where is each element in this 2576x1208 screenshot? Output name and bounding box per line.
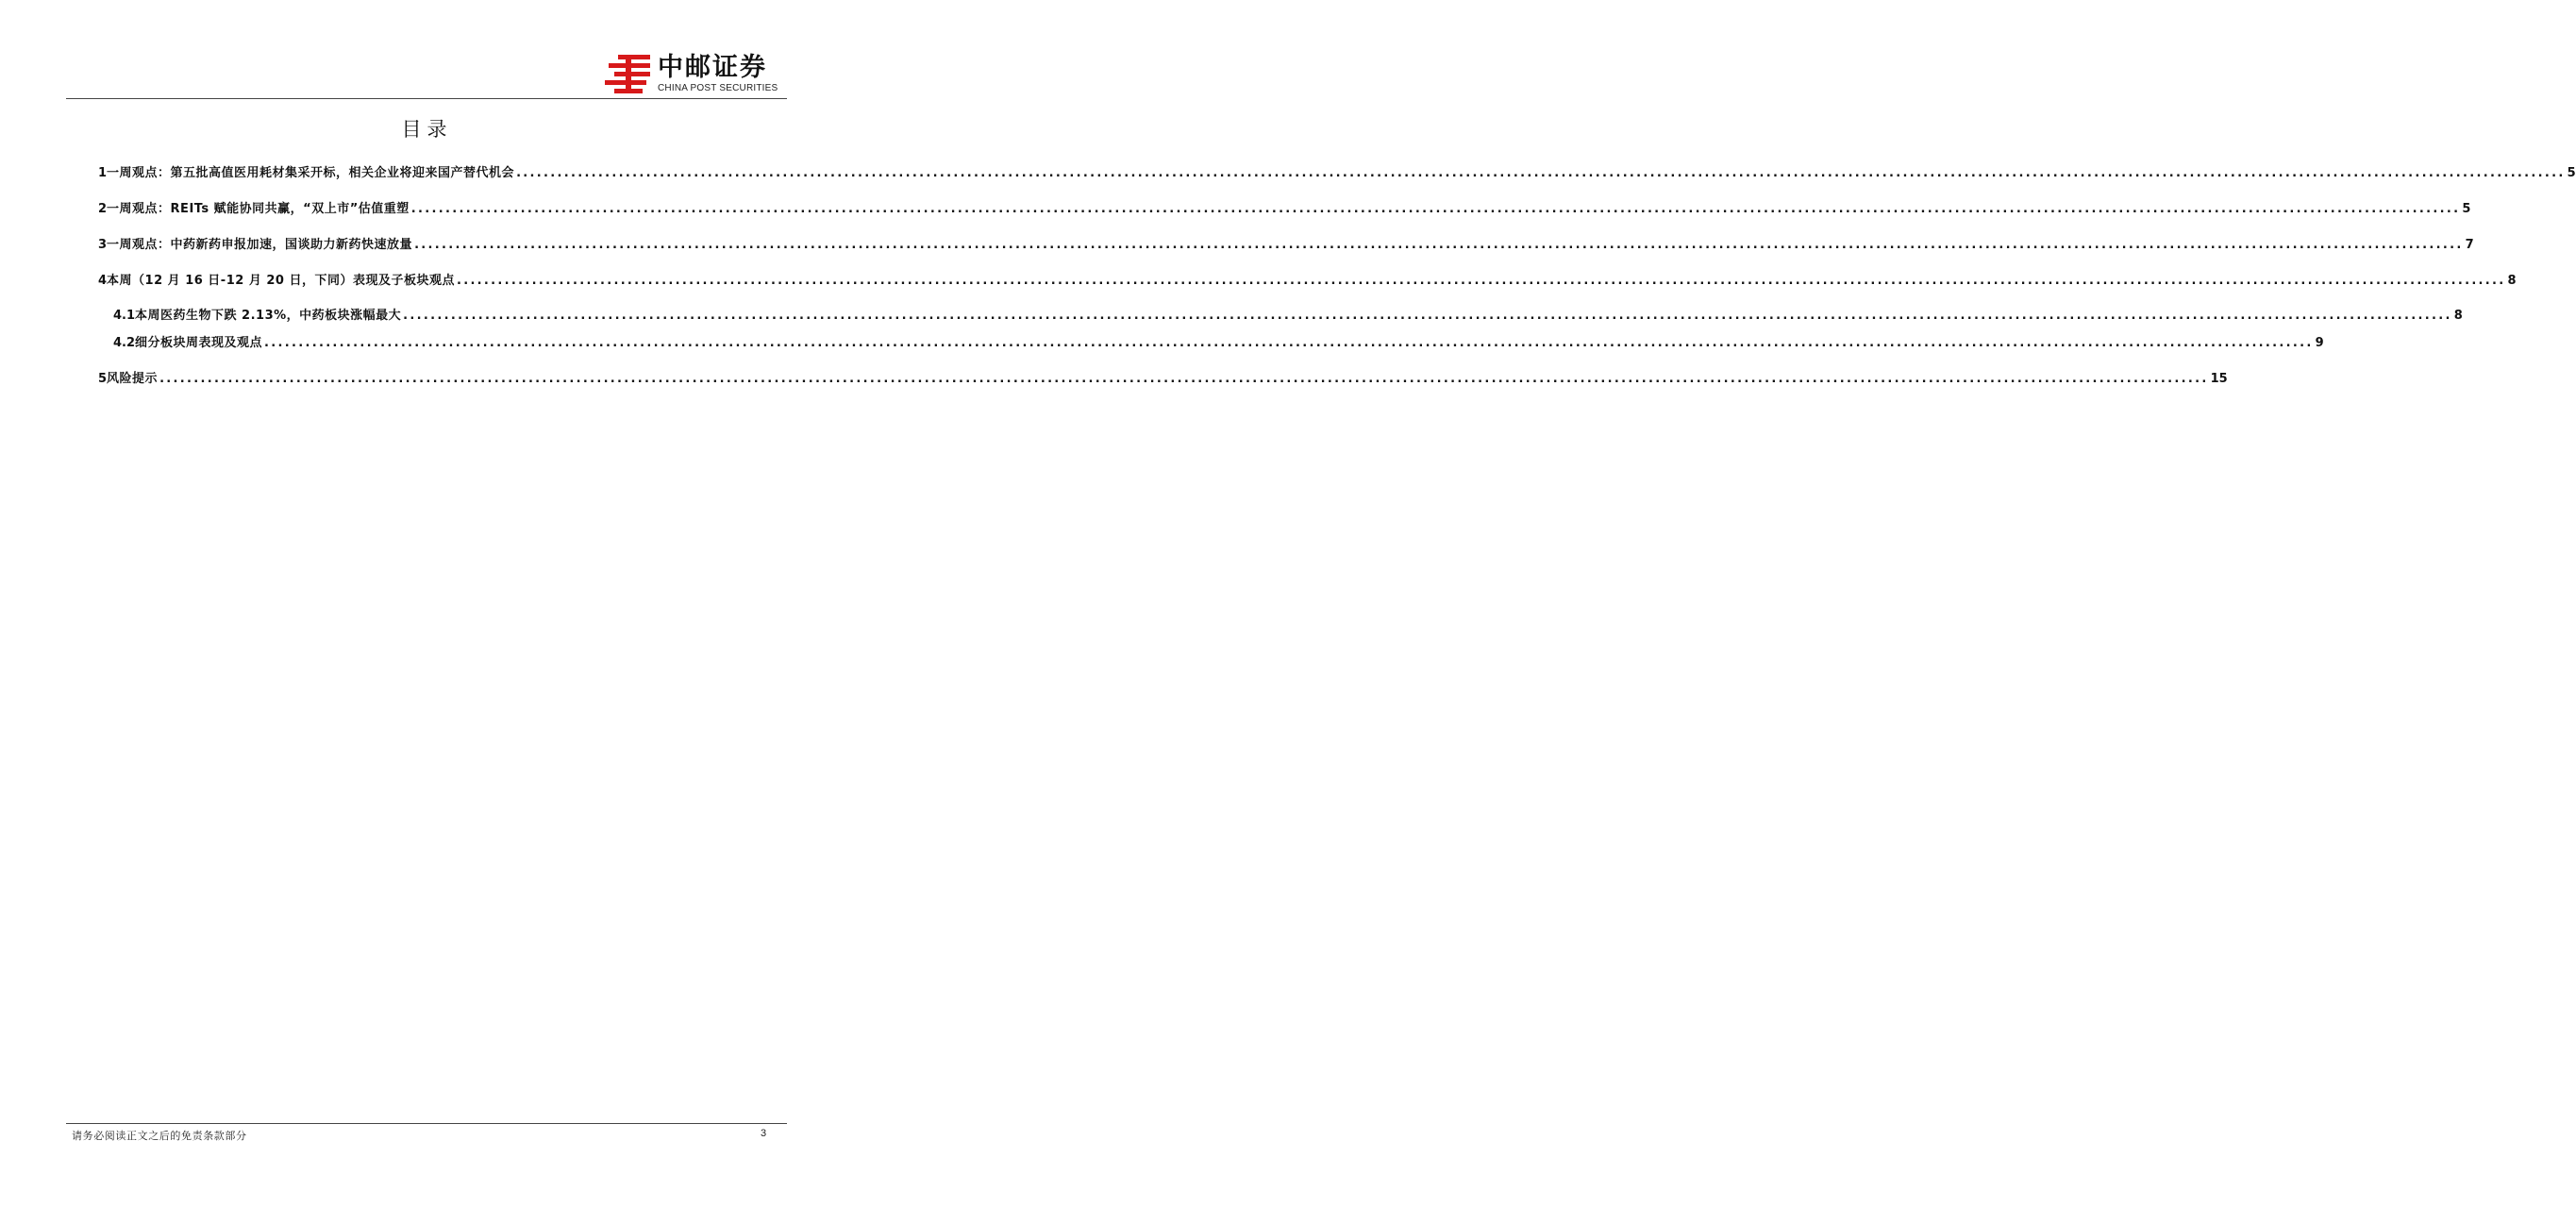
toc-entry-4-1[interactable] <box>113 305 2463 326</box>
page-header <box>0 0 854 100</box>
toc-entry-title: 细分板块周表现及观点 <box>135 336 263 350</box>
toc-leader-dots: ............................................................................................................................................................................................................................................................................................................ <box>264 336 2314 350</box>
footer-disclaimer: 请务必阅读正文之后的免责条款部分 <box>72 1130 247 1142</box>
toc-entry-title: 一周观点：REITs 赋能协同共赢，“双上市”估值重塑 <box>107 202 410 216</box>
company-logo <box>605 53 789 96</box>
toc-entry-number: 4 <box>98 274 108 288</box>
toc-entry-page: 5 <box>2462 202 2471 216</box>
toc-entry-page: 8 <box>2453 309 2463 323</box>
toc-leader-dots: ............................................................................................................................................................................................................................................................................................................ <box>414 238 2464 252</box>
toc-entry-2[interactable] <box>98 198 2471 219</box>
toc-leader-dots: ............................................................................................................................................................................................................................................................................................................ <box>410 202 2461 216</box>
toc-leader-dots: ............................................................................................................................................................................................................................................................................................................ <box>456 274 2506 288</box>
toc-entry-title: 一周观点：中药新药申报加速，国谈助力新药快速放量 <box>107 238 413 252</box>
toc-entry-1[interactable] <box>98 162 2576 183</box>
toc-leader-dots: ............................................................................................................................................................................................................................................................................................................ <box>516 166 2566 180</box>
toc-entry-4-2[interactable] <box>113 332 2324 353</box>
page-number: 3 <box>761 1128 767 1139</box>
toc-entry-5[interactable] <box>98 368 2228 389</box>
toc-entry-title: 本周医药生物下跌 2.13%，中药板块涨幅最大 <box>135 309 402 323</box>
toc-entry-title: 本周（12 月 16 日-12 月 20 日，下同）表现及子板块观点 <box>107 274 455 288</box>
toc-entry-number: 4.2 <box>113 336 136 350</box>
toc-entry-page: 7 <box>2465 238 2474 252</box>
toc-entry-page: 15 <box>2210 372 2228 386</box>
toc-entry-number: 5 <box>98 372 108 386</box>
logo-english-name: CHINA POST SECURITIES <box>658 83 778 93</box>
toc-entry-4[interactable] <box>98 270 2517 291</box>
toc-entry-3[interactable] <box>98 234 2474 255</box>
toc-entry-title: 一周观点：第五批高值医用耗材集采开标，相关企业将迎来国产替代机会 <box>107 166 515 180</box>
toc-leader-dots: ............................................................................................................................................................................................................................................................................................................ <box>159 372 2209 386</box>
toc-entry-page: 5 <box>2567 166 2576 180</box>
china-post-logo-icon <box>605 53 652 94</box>
toc-entry-number: 1 <box>98 166 108 180</box>
toc-entry-number: 2 <box>98 202 108 216</box>
toc-entry-page: 9 <box>2315 336 2324 350</box>
toc-leader-dots: ............................................................................................................................................................................................................................................................................................................ <box>403 309 2452 323</box>
footer-divider <box>66 1123 787 1124</box>
toc-entry-page: 8 <box>2507 274 2517 288</box>
header-divider <box>66 98 787 99</box>
toc-entry-title: 风险提示 <box>107 372 159 386</box>
toc-entry-number: 3 <box>98 238 108 252</box>
toc-title: 目录 <box>401 118 453 141</box>
toc-entry-number: 4.1 <box>113 309 136 323</box>
logo-chinese-name: 中邮证券 <box>658 53 767 82</box>
